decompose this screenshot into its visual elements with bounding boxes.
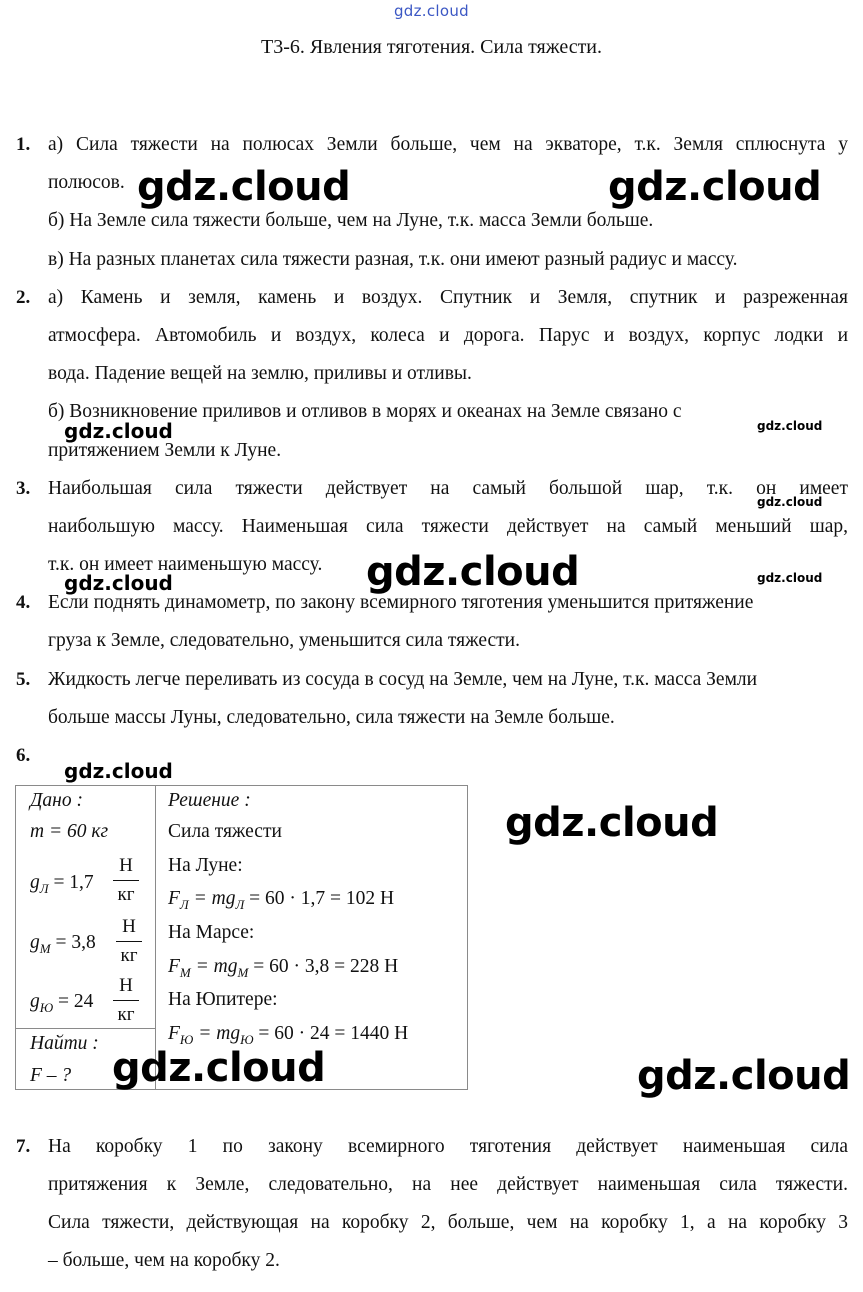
text-line: наибольшую массу. Наименьшая сила тяжести действует на самый меньший шар, (48, 516, 848, 537)
watermark: gdz.cloud (366, 549, 580, 595)
item-number: 6. (16, 745, 31, 766)
solution-line: Сила тяжести (168, 821, 282, 842)
text-line: т.к. он имеет наименьшую массу. (48, 554, 323, 575)
text-line: а) Сила тяжести на полюсах Земли больше, чем на экваторе, т.к. Земля сплюснута у (48, 134, 848, 155)
text-line: Если поднять динамометр, по закону всемирного тяготения уменьшится притяжение (48, 592, 754, 613)
watermark: gdz.cloud (137, 164, 351, 210)
solution-formula: $F_Ю = mg_Ю = 60 \cdot 24 = 1440$ Н (168, 1023, 409, 1047)
given-g-moon: $g_Л = 1,7$ (30, 872, 94, 896)
text-line: Сила тяжести, действующая на коробку 2, больше, чем на коробку 1, а на коробку 3 (48, 1212, 848, 1233)
solution-label: Решение : (168, 790, 251, 811)
text-line: Жидкость легче переливать из сосуда в сосуд на Земле, чем на Луне, т.к. масса Земли (48, 669, 758, 690)
item-number: 2. (16, 287, 31, 308)
watermark: gdz.cloud (608, 164, 822, 210)
text-line: полюсов. (48, 172, 125, 193)
given-label: Дано : (30, 790, 83, 811)
solution-line: На Юпитере: (168, 989, 278, 1010)
unit-fraction: Н кг (116, 916, 142, 967)
item-number: 5. (16, 669, 31, 690)
text-line: притяжения к Земле, следовательно, на нее действует наименьшая сила тяжести. (48, 1174, 848, 1195)
text-line: в) На разных планетах сила тяжести разная, т.к. они имеют разный радиус и массу. (48, 249, 738, 270)
solution-line: На Марсе: (168, 922, 255, 943)
text-line: На коробку 1 по закону всемирного тяготения действует наименьшая сила (48, 1136, 848, 1157)
text-line: притяжением Земли к Луне. (48, 440, 282, 461)
item-number: 3. (16, 478, 31, 499)
text-line: груза к Земле, следовательно, уменьшится сила тяжести. (48, 630, 520, 651)
solution-formula: $F_М = mg_М = 60 \cdot 3,8 = 228$ Н (168, 956, 399, 980)
text-line: а) Камень и земля, камень и воздух. Спутник и Земля, спутник и разреженная (48, 287, 848, 308)
text-line: – больше, чем на коробку 2. (48, 1250, 280, 1271)
watermark: gdz.cloud (112, 1045, 326, 1091)
watermark: gdz.cloud (505, 800, 719, 846)
find-value: F – ? (30, 1065, 72, 1086)
solution-line: На Луне: (168, 855, 243, 876)
text-line: Наибольшая сила тяжести действует на самый большой шар, т.к. он имеет (48, 478, 848, 499)
text-line: вода. Падение вещей на землю, приливы и отливы. (48, 363, 472, 384)
given-g-mars: $g_М = 3,8$ (30, 932, 96, 956)
watermark: gdz.cloud (64, 759, 173, 783)
solution-formula: $F_Л = mg_Л = 60 \cdot 1,7 = 102$ Н (168, 888, 395, 912)
text-line: атмосфера. Автомобиль и воздух, колеса и дорога. Парус и воздух, корпус лодки и (48, 325, 848, 346)
unit-fraction: Н кг (113, 855, 139, 906)
site-link[interactable]: gdz.cloud (393, 2, 469, 20)
watermark: gdz.cloud (757, 419, 823, 433)
text-line: б) Возникновение приливов и отливов в морях и океанах на Земле связано с (48, 401, 682, 422)
page-title: Т3-6. Явления тяготения. Сила тяжести. (260, 36, 603, 58)
given-g-jupiter: $g_Ю = 24$ (30, 991, 94, 1015)
watermark: gdz.cloud (64, 571, 173, 595)
watermark: gdz.cloud (757, 571, 823, 585)
item-number: 7. (16, 1136, 31, 1157)
text-line: б) На Земле сила тяжести больше, чем на Луне, т.к. масса Земли больше. (48, 210, 654, 231)
find-label: Найти : (30, 1033, 99, 1054)
watermark: gdz.cloud (637, 1053, 851, 1099)
unit-fraction: Н кг (113, 975, 139, 1026)
text-line: больше массы Луны, следовательно, сила тяжести на Земле больше. (48, 707, 615, 728)
watermark: gdz.cloud (64, 419, 173, 443)
item-number: 4. (16, 592, 31, 613)
given-mass: m = 60 кг (30, 821, 109, 842)
watermark: gdz.cloud (757, 495, 823, 509)
item-number: 1. (16, 134, 31, 155)
